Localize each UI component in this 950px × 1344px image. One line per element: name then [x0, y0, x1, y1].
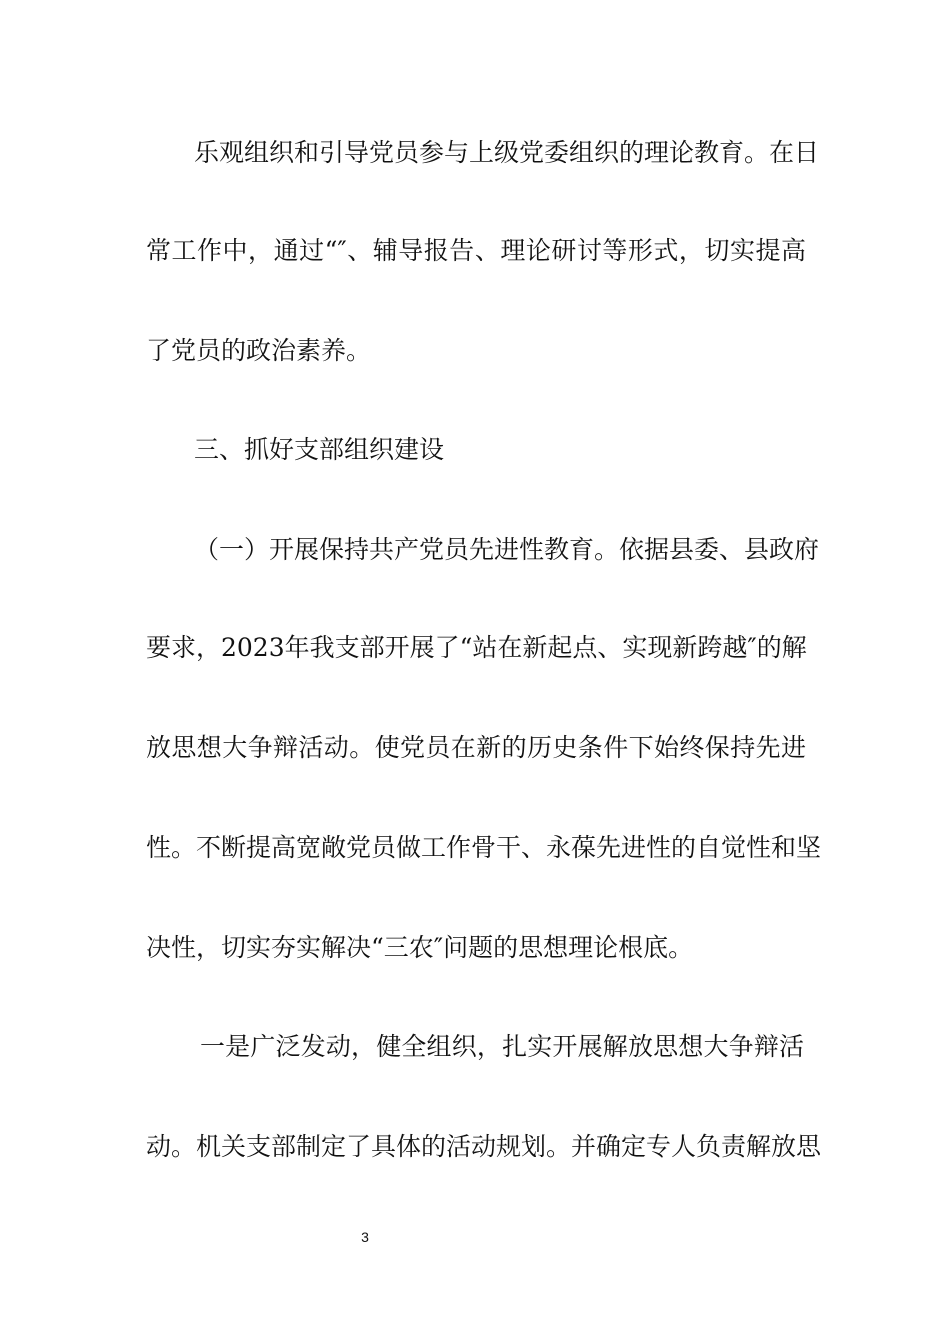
- page-number: 3: [361, 1229, 369, 1245]
- paragraph-line-4: （一）开展保持共产党员先进性教育。依据县委、县政府: [194, 535, 820, 564]
- paragraph-line-2: 常工作中，通过“″、辅导报告、理论研讨等形式，切实提高: [146, 236, 806, 265]
- paragraph-line-5: 要求，2023年我支部开展了“站在新起点、实现新跨越″的解: [146, 633, 807, 662]
- paragraph-line-9: 一是广泛发动，健全组织，扎实开展解放思想大争辩活: [200, 1032, 804, 1061]
- paragraph-line-3: 了党员的政治素养。: [146, 336, 372, 365]
- paragraph-line-10: 动。机关支部制定了具体的活动规划。并确定专人负责解放思: [146, 1132, 822, 1161]
- paragraph-line-6: 放思想大争辩活动。使党员在新的历史条件下始终保持先进: [146, 733, 806, 762]
- section-heading: 三、抓好支部组织建设: [194, 435, 445, 464]
- paragraph-line-7: 性。不断提高宽敞党员做工作骨干、永葆先进性的自觉性和坚: [146, 833, 822, 862]
- paragraph-line-1: 乐观组织和引导党员参与上级党委组织的理论教育。在日: [194, 138, 820, 167]
- paragraph-line-8: 决性，切实夯实解决“三农″问题的思想理论根底。: [146, 933, 694, 962]
